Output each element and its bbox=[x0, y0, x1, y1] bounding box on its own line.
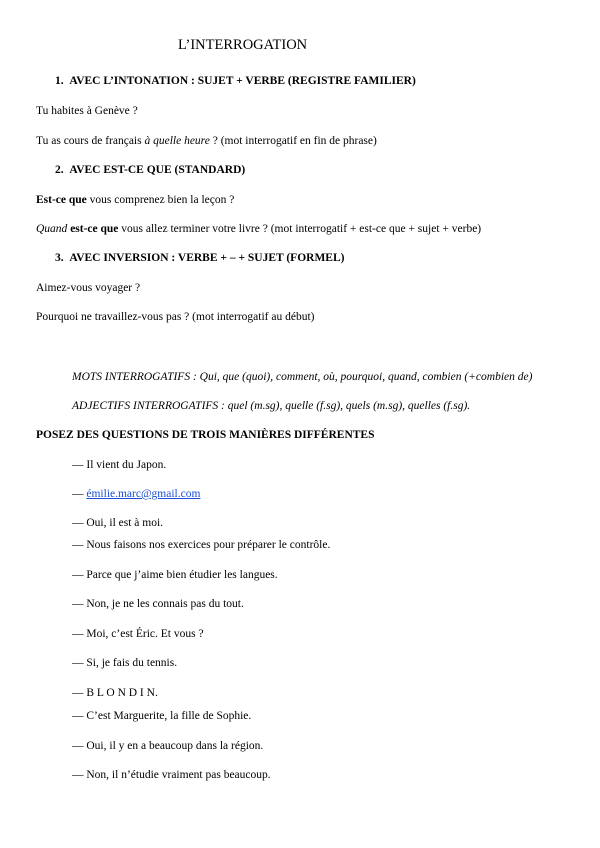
exercise-item bbox=[72, 739, 263, 753]
dash: — bbox=[72, 628, 84, 640]
dash: — bbox=[72, 687, 84, 699]
section-1-example-2 bbox=[36, 134, 377, 148]
answer-text: C’est Marguerite, la fille de Sophie. bbox=[83, 710, 252, 722]
dash: — bbox=[72, 459, 84, 471]
answer-text: Non, il n’étudie vraiment pas beaucoup. bbox=[83, 769, 271, 781]
section-3-example-2: Pourquoi ne travaillez-vous pas ? (mot interrogatif au début) bbox=[36, 311, 315, 323]
section-3-heading: 3. AVEC INVERSION : VERBE + – + SUJET (FORMEL) bbox=[55, 252, 345, 264]
section-1-heading: 1. AVEC L’INTONATION : SUJET + VERBE (REGISTRE FAMILIER) bbox=[55, 75, 416, 87]
dash: — bbox=[72, 740, 84, 752]
exercise-item bbox=[72, 568, 278, 582]
email-link[interactable]: émilie.marc@gmail.com bbox=[86, 488, 201, 500]
est-ce-que-marker: est-ce que bbox=[67, 223, 119, 235]
example-text: Tu as cours de français bbox=[36, 135, 145, 147]
example-note: ? (mot interrogatif en fin de phrase) bbox=[209, 135, 377, 147]
interrogative-word: Quand bbox=[36, 223, 68, 235]
answer-text: B L O N D I N. bbox=[83, 687, 158, 699]
example-text: vous allez terminer votre livre ? (mot interrogatif + est-ce que + sujet + verbe) bbox=[118, 223, 482, 235]
exercise-item bbox=[72, 627, 204, 641]
example-text: vous comprenez bien la leçon ? bbox=[86, 194, 235, 206]
exercise-item bbox=[72, 768, 271, 782]
answer-text: Il vient du Japon. bbox=[83, 459, 167, 471]
dash: — bbox=[72, 769, 84, 781]
section-1-example-1: Tu habites à Genève ? bbox=[36, 105, 138, 117]
interrogative-word: à quelle heure bbox=[144, 135, 210, 147]
interrogative-words-note: MOTS INTERROGATIFS : Qui, que (quoi), comment, où, pourquoi, quand, combien (+combien de) bbox=[72, 371, 533, 383]
answer-text: Si, je fais du tennis. bbox=[83, 657, 178, 669]
exercise-item bbox=[72, 516, 163, 530]
section-2-heading: 2. AVEC EST-CE QUE (STANDARD) bbox=[55, 164, 246, 176]
dash: — bbox=[72, 569, 84, 581]
dash: — bbox=[72, 598, 84, 610]
interrogative-adjectives-note: ADJECTIFS INTERROGATIFS : quel (m.sg), quelle (f.sg), quels (m.sg), quelles (f.sg). bbox=[72, 400, 471, 412]
exercise-item bbox=[72, 656, 177, 670]
answer-text: Nous faisons nos exercices pour préparer le contrôle. bbox=[83, 539, 331, 551]
exercise-item bbox=[72, 458, 166, 472]
exercise-item bbox=[72, 487, 200, 501]
answer-text: Non, je ne les connais pas du tout. bbox=[83, 598, 244, 610]
dash: — bbox=[72, 539, 84, 551]
answer-text: Parce que j’aime bien étudier les langues. bbox=[83, 569, 278, 581]
exercise-item bbox=[72, 686, 158, 700]
dash: — bbox=[72, 657, 84, 669]
section-3-example-1: Aimez-vous voyager ? bbox=[36, 282, 141, 294]
exercise-item bbox=[72, 597, 244, 611]
answer-text: Oui, il est à moi. bbox=[83, 517, 164, 529]
exercise-heading: POSEZ DES QUESTIONS DE TROIS MANIÈRES DIFFÉRENTES bbox=[36, 429, 375, 441]
est-ce-que-marker: Est-ce que bbox=[36, 194, 87, 206]
section-2-example-2 bbox=[36, 222, 481, 236]
answer-text: Moi, c’est Éric. Et vous ? bbox=[83, 628, 204, 640]
section-2-example-1 bbox=[36, 193, 234, 207]
exercise-item bbox=[72, 538, 330, 552]
page-title: L’INTERROGATION bbox=[178, 37, 308, 53]
dash: — bbox=[72, 517, 84, 529]
exercise-item bbox=[72, 709, 251, 723]
dash: — bbox=[72, 488, 84, 500]
answer-text: Oui, il y en a beaucoup dans la région. bbox=[83, 740, 264, 752]
dash: — bbox=[72, 710, 84, 722]
